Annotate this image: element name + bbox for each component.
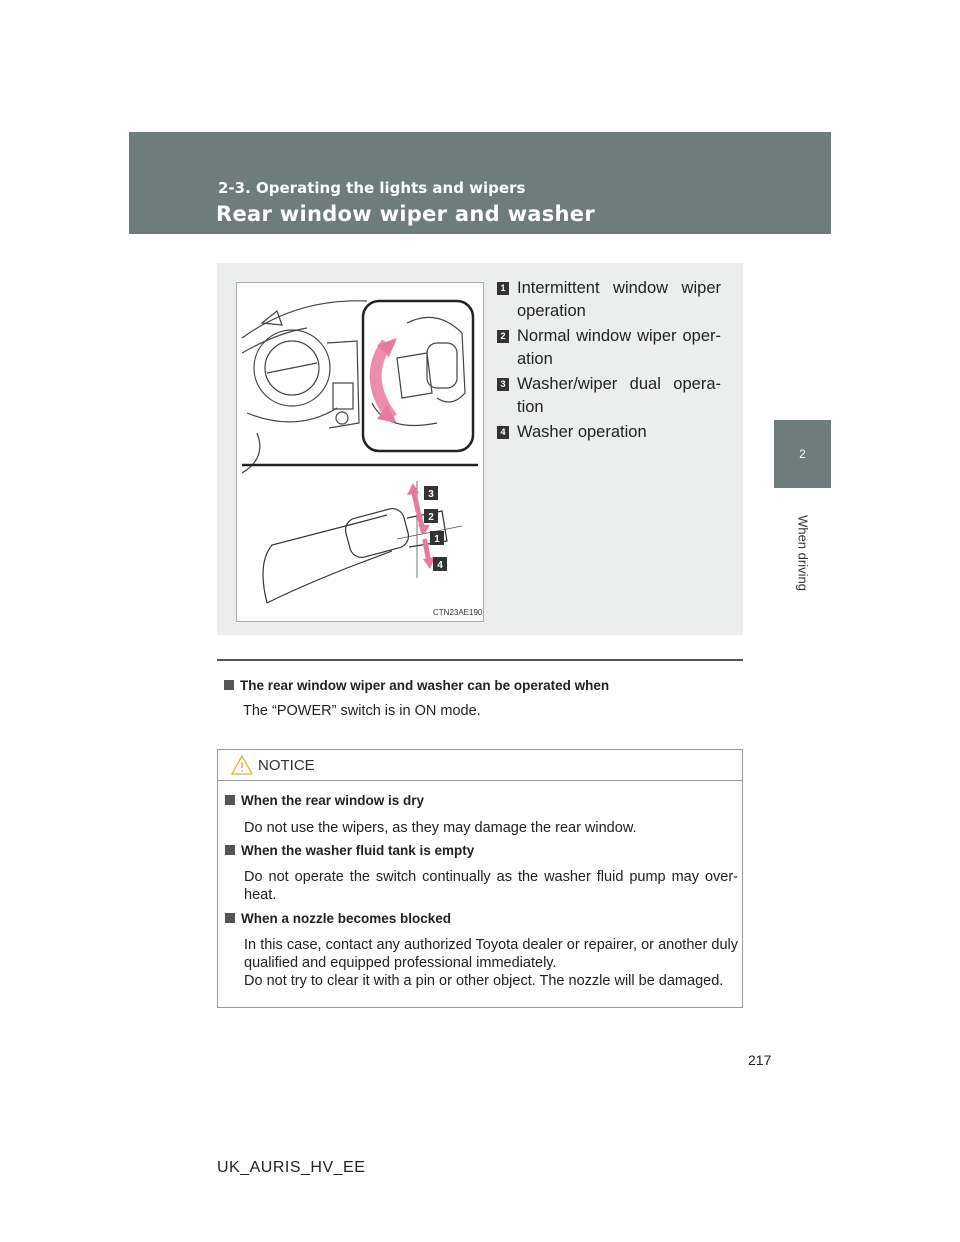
legend-badge: 3: [497, 378, 509, 391]
bullet-square-icon: [225, 845, 235, 855]
info-body: The “POWER” switch is in ON mode.: [243, 703, 481, 719]
chapter-tab-number[interactable]: 2: [774, 420, 831, 488]
callout-3: 3: [428, 489, 434, 500]
notice-item-body: Do not operate the switch continually as the washer fluid pump may over-heat.: [244, 869, 738, 903]
document-code: UK_AURIS_HV_EE: [217, 1159, 366, 1176]
legend-badge: 1: [497, 282, 509, 295]
section-label: 2-3. Operating the lights and wipers: [218, 179, 526, 197]
notice-item-body: Do not use the wipers, as they may damage the rear window.: [244, 820, 637, 836]
notice-item-body: In this case, contact any authorized Toyota dealer or repairer, or another duly qualified and equipped professional immediately.: [244, 937, 738, 971]
notice-item-heading: When a nozzle becomes blocked: [225, 911, 451, 926]
legend-item: [497, 373, 721, 419]
legend-label: Intermittent window wiper operation: [517, 279, 721, 320]
callout-4: 4: [437, 560, 443, 571]
page-number: 217: [748, 1052, 772, 1068]
info-heading: [224, 678, 609, 693]
bullet-square-icon: [225, 795, 235, 805]
chapter-tab-label: [774, 488, 831, 618]
notice-title: NOTICE: [258, 757, 315, 774]
legend-label: Washer operation: [517, 423, 647, 441]
image-code: CTN23AE190: [433, 608, 483, 617]
warning-triangle-icon: [231, 755, 253, 775]
wiper-lever-drawing: [237, 283, 483, 621]
page-header: [129, 132, 831, 234]
notice-box: [217, 749, 743, 1008]
wiper-illustration: [236, 282, 484, 622]
legend-item: [497, 277, 721, 323]
legend-label: Normal window wiper oper-ation: [517, 327, 721, 368]
legend-badge: 4: [497, 426, 509, 439]
notice-item-heading: When the rear window is dry: [225, 793, 424, 808]
page-title: Rear window wiper and washer: [216, 202, 595, 226]
chapter-label-text: When driving: [795, 515, 810, 591]
callout-1: 1: [434, 534, 440, 545]
figure-panel: [217, 263, 743, 635]
notice-item-body-2: Do not try to clear it with a pin or other object. The nozzle will be damaged.: [244, 973, 724, 989]
legend-label: Washer/wiper dual opera-tion: [517, 375, 721, 416]
figure-legend: [497, 277, 721, 446]
notice-header: [218, 750, 742, 781]
legend-item: [497, 421, 721, 444]
section-divider: [217, 659, 743, 661]
info-heading-text: The rear window wiper and washer can be operated when: [240, 678, 610, 693]
legend-badge: 2: [497, 330, 509, 343]
bullet-square-icon: [224, 680, 234, 690]
notice-item-heading: When the washer fluid tank is empty: [225, 843, 474, 858]
bullet-square-icon: [225, 913, 235, 923]
callout-2: 2: [428, 512, 434, 523]
legend-item: [497, 325, 721, 371]
